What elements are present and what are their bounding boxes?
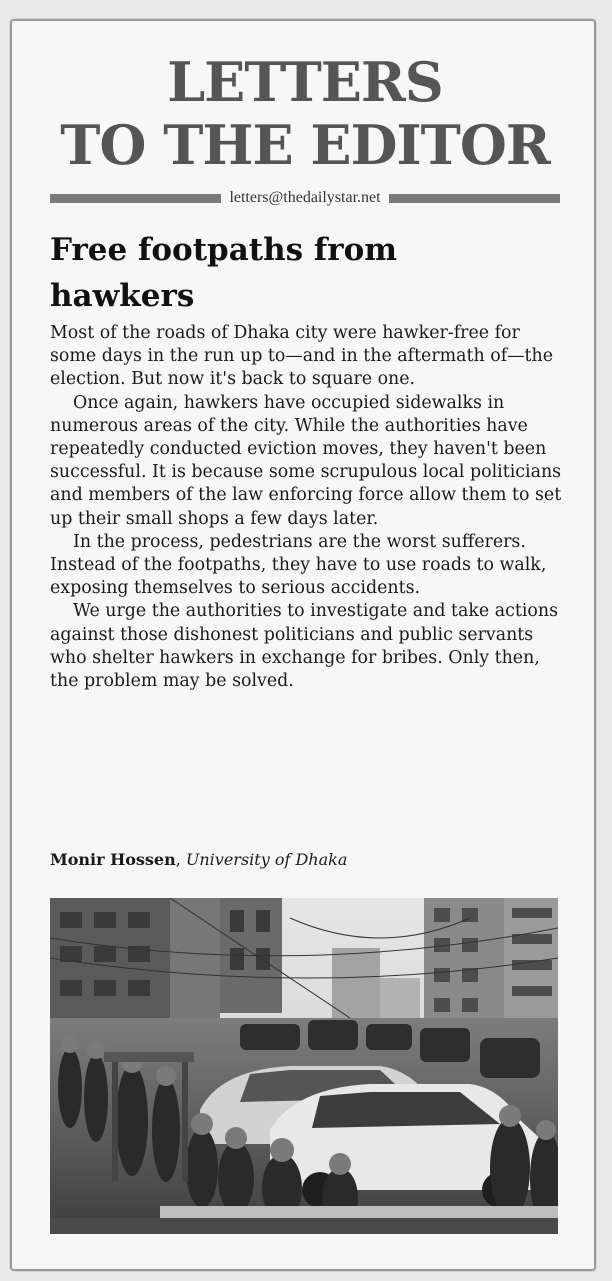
street-photo	[50, 898, 558, 1234]
letter-signature	[50, 850, 347, 869]
author-separator: ,	[175, 850, 186, 869]
rule-bar-left	[50, 194, 221, 203]
section-title-line2: TO THE EDITOR	[60, 113, 550, 177]
street-photo-illustration	[50, 898, 558, 1234]
letter-paragraph-3: In the process, pedestrians are the worst sufferers. Instead of the footpaths, they have to use roads to walk, exposing themselves to serious accidents.	[50, 531, 547, 599]
email-rule	[50, 187, 560, 209]
letter-body	[50, 322, 562, 693]
editor-email: letters@thedailystar.net	[229, 189, 381, 206]
author-affiliation: University of Dhaka	[185, 850, 348, 869]
section-title-line1: LETTERS	[167, 50, 443, 114]
letter-headline: Free footpaths from hawkers	[50, 232, 398, 314]
letter-paragraph-1: Most of the roads of Dhaka city were hawker-free for some days in the run up to—and in the aftermath of—the election. But now it's back to square one.	[50, 323, 554, 390]
rule-bar-right	[389, 194, 560, 203]
letters-page	[10, 19, 596, 1271]
letter-paragraph-2: Once again, hawkers have occupied sidewalks in numerous areas of the city. While the authorities have repeatedly conducted eviction moves, they haven't been successful. It is because some scrupulous local politicians and members of the law enforcing force allow them to set up their small shops a few days later.	[50, 392, 562, 529]
letter-paragraph-4: We urge the authorities to investigate and take actions against those dishonest politicians and public servants who shelter hawkers in exchange for bribes. Only then, the problem may be solved.	[50, 601, 558, 692]
author-name: Monir Hossen	[50, 850, 176, 869]
